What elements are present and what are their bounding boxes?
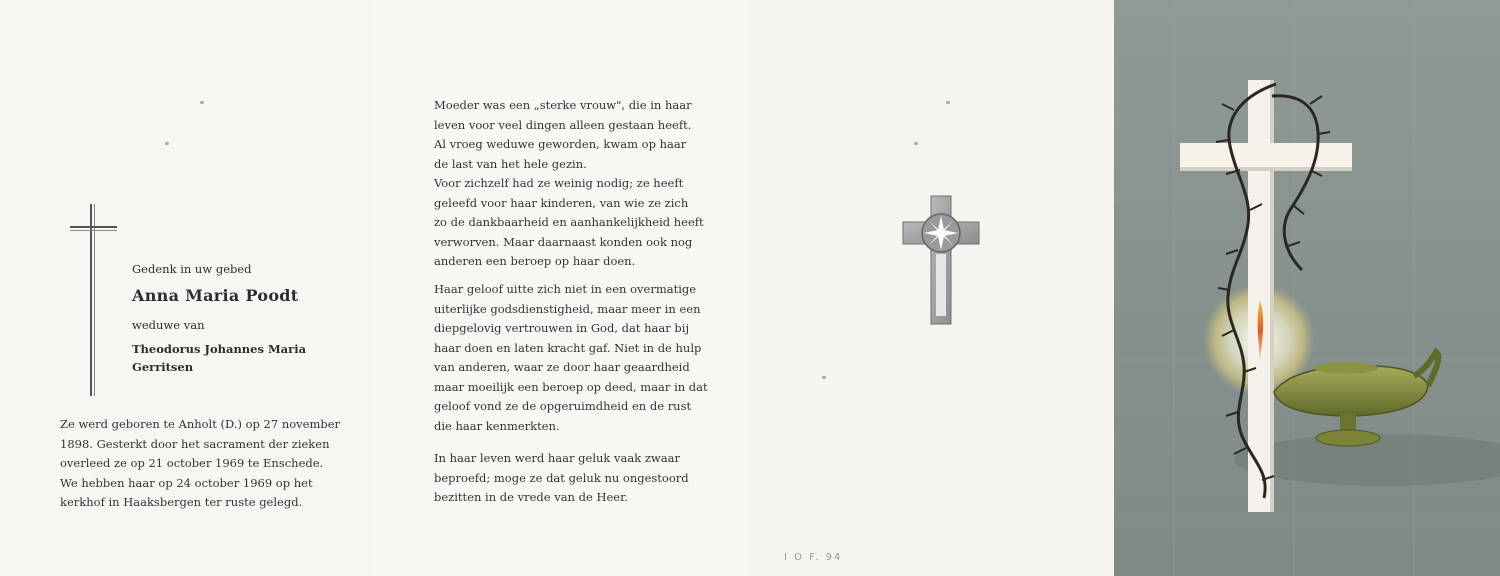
paragraph-faith: Haar geloof uitte zich niet in een overmatige uiterlijke godsdienstigheid, maar meer in een diepgelovig vertrouwen in God, dat haar bij haar doen en laten kracht gaf. Niet in de hulp van anderen, waar ze door haar geaardheid maar moeilijk een beroep op deed, maar in dat geloof vond ze de opgeruimdheid en de rust die haar kenmerkten. — [434, 282, 708, 433]
husband-name-line2: Gerritsen — [132, 360, 194, 374]
paragraph-blessing: In haar leven werd haar geluk vaak zwaar beproefd; moge ze dat geluk nu ongestoord bezitten in de vrede van de Heer. — [434, 451, 689, 504]
panel-back — [750, 0, 1114, 576]
ornate-cross-icon — [900, 192, 982, 326]
intro-text: Gedenk in uw gebed — [132, 262, 252, 276]
widow-of-text: weduwe van — [132, 318, 205, 332]
deceased-name: Anna Maria Poodt — [132, 286, 299, 305]
paper-speck — [822, 376, 826, 379]
cross-thorns-oil-lamp-illustration — [1114, 0, 1500, 576]
canvas-background — [1114, 0, 1500, 576]
paragraph-strong-woman: Moeder was een „sterke vrouw", die in haar leven voor veel dingen alleen gestaan heeft. Al vroeg weduwe geworden, kwam op haar de last van het hele gezin. Voor zichzelf had ze weinig nodig; ze heeft geleefd voor haar kinderen, van wie ze zich zo de dankbaarheid en aanhankelijkheid heeft verworven. Maar daarnaast konden ook nog anderen een beroep op haar doen. — [434, 98, 704, 268]
paper-speck — [946, 101, 950, 104]
paper-speck — [200, 101, 204, 104]
thin-cross-icon — [68, 204, 120, 400]
panel-middle — [372, 0, 750, 576]
biography-text: Ze werd geboren te Anholt (D.) op 27 november 1898. Gesterkt door het sacrament der zieken overleed ze op 21 october 1969 te Enschede. We hebben haar op 24 october 1969 op het kerkhof in Haaksbergen ter ruste gelegd. — [60, 417, 341, 509]
husband-name-line1: Theodorus Johannes Maria — [132, 342, 307, 356]
print-code: I O F. 94 — [784, 552, 843, 563]
paper-speck — [914, 142, 918, 145]
panel-front-illustration — [1114, 0, 1500, 576]
paper-speck — [165, 142, 169, 145]
panel-left — [0, 0, 372, 576]
